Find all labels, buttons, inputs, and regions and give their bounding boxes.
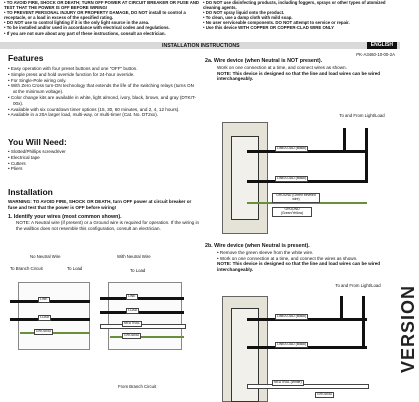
line-tag: LINE xyxy=(128,294,136,298)
installation-text xyxy=(8,199,200,232)
warning-line: • If you are not sure about any part of these instructions, consult an electrician. xyxy=(4,30,166,36)
label-no-neutral: No Neutral Wire xyxy=(30,254,61,259)
step1-note: NOTE: A Neutral wire (if present) or a Ground wire is required for operation. If the wiring in the wallbox does not resemble this configuration, consult an electrician. xyxy=(16,220,200,232)
list-item: • Cutters xyxy=(8,160,26,166)
black-wire xyxy=(100,297,184,300)
ground-box-tag: GROUND (Green/Yellow) xyxy=(272,207,312,217)
ground-wire xyxy=(20,332,90,334)
side-brand-text: VERSION xyxy=(398,285,418,374)
to-from-load-2a: To and From Light/Load xyxy=(339,113,385,118)
step2a-heading: 2a. Wire device (when Neutral is NOT present). xyxy=(205,58,323,64)
to-branch-label: To Branch Circuit xyxy=(10,266,43,271)
warning-line: • DO NOT use disinfecting products, including foggers, sprays or other types of atomized cleaning agents. xyxy=(203,0,386,11)
white-wire xyxy=(247,384,369,389)
ground-tag: GROUND xyxy=(317,392,333,396)
warning-line: • No user serviceable components. DO NOT attempt to service or repair. xyxy=(203,20,350,26)
line-load-tag: LINE/LOAD (Black) xyxy=(277,146,307,150)
neutral-tag: NEUTRAL xyxy=(124,321,140,325)
part-number: PK-A3460-10-00-2A xyxy=(356,52,395,57)
to-from-load-2b: To and From Light/Load xyxy=(335,283,381,288)
black-wire xyxy=(340,296,343,321)
top-warnings-right xyxy=(203,0,397,31)
list-item: • Available in a 20A larger load, multi-way, or multi-timer (Cat. No. DT2xx). xyxy=(8,112,159,118)
black-wire xyxy=(343,128,346,153)
line-tag: LINE xyxy=(40,297,48,301)
list-item: • Available with six countdown timer options (15, 30, 60 minutes, and 2, 4, 12 hours). xyxy=(8,106,180,112)
wallbox-with-neutral xyxy=(108,282,182,350)
warning-line: • To be installed and/or used in accordance with electrical codes and regulations. xyxy=(4,25,170,31)
black-wire xyxy=(10,300,90,303)
list-item: • Electrical tape xyxy=(8,154,40,160)
step2a-instruction: Work on one connection at a time, and connect wires as shown. xyxy=(217,64,347,70)
list-item: • Slotted/Phillips screwdriver xyxy=(8,149,66,154)
wallbox-no-neutral xyxy=(18,282,90,350)
warning-line: • DO NOT use to control lighting if it is the only light source in the area. xyxy=(4,20,150,26)
ground-tag: GROUND xyxy=(124,333,140,337)
page-title: INSTALLATION INSTRUCTIONS xyxy=(162,43,240,49)
need-heading: You Will Need: xyxy=(8,137,67,147)
list-item: • With Zero Cross turn-ON technology that extends the life of the switching relays (turns ON at the minimum voltage). xyxy=(8,83,194,95)
install-warning: WARNING: TO AVOID FIRE, SHOCK OR DEATH, turn OFF power at circuit breaker or fuse and test that the power is OFF before wiring! xyxy=(8,199,192,210)
need-list xyxy=(8,149,198,172)
list-item: • For Single-Pole wiring only. xyxy=(8,77,67,83)
line-load-tag: LINE/LOAD (Black) xyxy=(277,342,307,346)
line-load-tag: LINE/LOAD (Black) xyxy=(277,176,307,180)
language-badge: ENGLISH xyxy=(367,42,397,49)
step1-heading: 1. Identify your wires (most common shown). xyxy=(8,213,122,220)
white-wire xyxy=(100,324,186,329)
list-item: • Easy operation with four preset buttons and one "OFF" button. xyxy=(8,66,138,71)
warning-line: • To clean, use a damp cloth with mild soap. xyxy=(203,15,293,21)
installation-heading: Installation xyxy=(8,187,53,197)
line-load-tag: LINE/LOAD (Black) xyxy=(277,314,307,318)
black-wire xyxy=(365,128,368,183)
ground-tag: GROUND (Green beveled wire) xyxy=(272,193,320,203)
features-heading: Features xyxy=(8,53,44,63)
timer-device-2a xyxy=(231,136,259,220)
black-wire xyxy=(100,311,184,314)
warning-line: • TO PREVENT PERSONAL INJURY OR PROPERTY DAMAGE, DO NOT install to control a receptacle, or a load in excess of the specified rating. xyxy=(4,10,186,21)
list-item: • Color change kits are available in white, light almond, ivory, black, brown, and gray (DTKIT-00x). xyxy=(8,94,196,106)
warning-line: • TO AVOID FIRE, SHOCK OR DEATH; TURN OFF POWER AT CIRCUIT BREAKER OR FUSE AND TEST THAT THE POWER IS OFF BEFORE WIRING! xyxy=(4,0,200,11)
step2a-text xyxy=(205,59,397,82)
to-load-right: To Load xyxy=(130,268,146,273)
neutral-tag: NEUTRAL (White) xyxy=(274,380,302,384)
step2a-note: NOTE: This device is designed so that the line and load wires can be wired interchangeably. xyxy=(217,70,381,82)
features-list xyxy=(8,66,198,118)
black-wire xyxy=(362,296,365,349)
ground-tag: GROUND xyxy=(36,329,52,333)
step2b-bullet2: • Work on one connection at a time, and connect the wires as shown. xyxy=(217,255,358,261)
load-tag: LOAD xyxy=(128,308,138,312)
list-item: • Pliers xyxy=(8,166,23,172)
warning-line: • DO NOT spray liquid onto the product. xyxy=(203,10,285,16)
load-tag: LOAD xyxy=(40,315,50,319)
label-with-neutral: With Neutral Wire xyxy=(117,254,151,259)
list-item: • Simple press and hold override function for 24-hour override. xyxy=(8,71,135,77)
step2b-note: NOTE: This device is designed so that the line and load wires can be wired interchangeably. xyxy=(217,261,381,273)
step2b-text xyxy=(205,244,397,273)
top-warnings-left xyxy=(4,0,200,36)
warning-line: • Use this device WITH COPPER OR COPPER-CLAD WIRE ONLY xyxy=(203,25,334,31)
from-branch-label: From Branch Circuit xyxy=(118,384,157,389)
step2b-heading: 2b. Wire device (when Neutral is present). xyxy=(205,243,310,249)
step2b-bullet1: • Remove the green sleeve from the white wire. xyxy=(217,249,314,255)
to-load-left: To Load xyxy=(67,266,83,271)
